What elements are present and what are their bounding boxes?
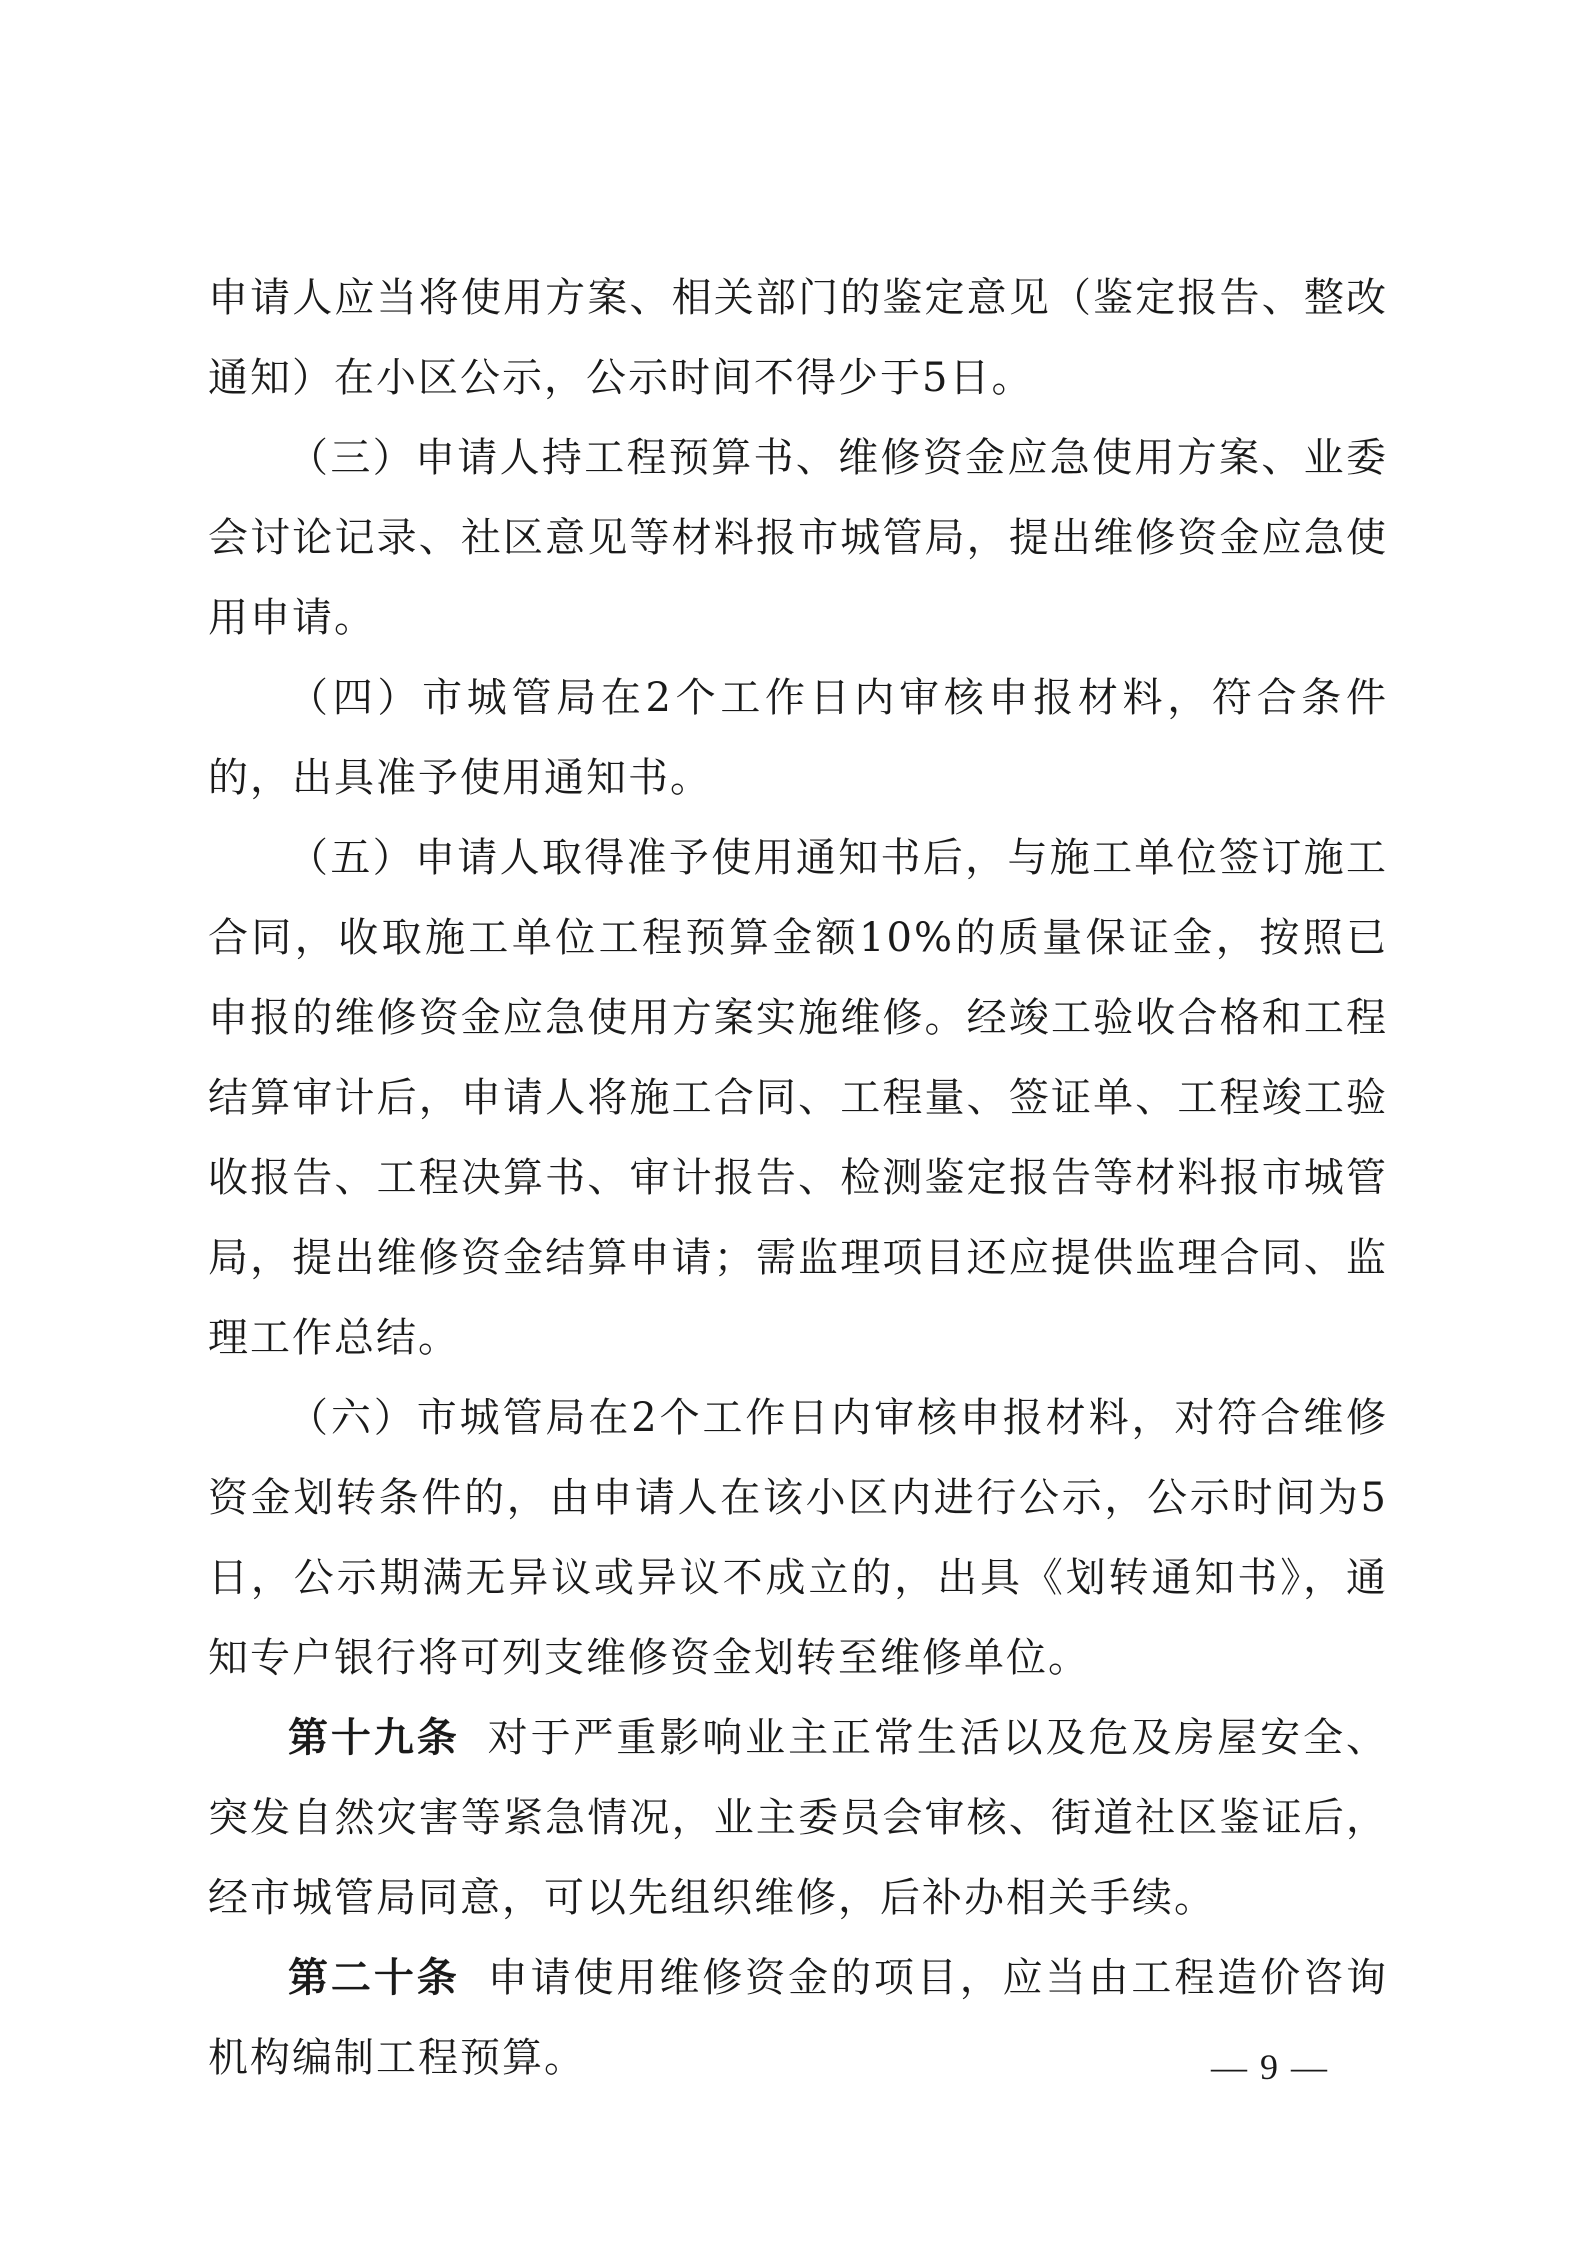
article-19: [208, 1698, 1388, 1938]
article-20-text: 申请使用维修资金的项目，应当由工程造价咨询机构编制工程预算。: [208, 1955, 1389, 2081]
article-19-text: 对于严重影响业主正常生活以及危及房屋安全、突发自然灾害等紧急情况，业主委员会审核、街道社区鉴证后，经市城管局同意，可以先组织维修，后补办相关手续。: [208, 1715, 1389, 1921]
page-number: — 9 —: [1211, 2047, 1329, 2087]
paragraph-item-6: （六）市城管局在2个工作日内审核申报材料，对符合维修资金划转条件的，由申请人在该小区内进行公示，公示时间为5日，公示期满无异议或异议不成立的，出具《划转通知书》，通知专户银行将可列支维修资金划转至维修单位。: [208, 1395, 1388, 1681]
paragraph-continuation: 申请人应当将使用方案、相关部门的鉴定意见（鉴定报告、整改通知）在小区公示，公示时间不得少于5日。: [208, 275, 1388, 401]
paragraph-item-3: （三）申请人持工程预算书、维修资金应急使用方案、业委会讨论记录、社区意见等材料报市城管局，提出维修资金应急使用申请。: [208, 435, 1388, 641]
paragraph-item-4: （四）市城管局在2个工作日内审核申报材料，符合条件的，出具准予使用通知书。: [208, 675, 1388, 801]
paragraph-item-5: （五）申请人取得准予使用通知书后，与施工单位签订施工合同，收取施工单位工程预算金额10%的质量保证金，按照已申报的维修资金应急使用方案实施维修。经竣工验收合格和工程结算审计后，申请人将施工合同、工程量、签证单、工程竣工验收报告、工程决算书、审计报告、检测鉴定报告等材料报市城管局，提出维修资金结算申请；需监理项目还应提供监理合同、监理工作总结。: [208, 835, 1388, 1361]
article-19-title: 第十九条: [288, 1714, 460, 1761]
document-body: [208, 258, 1388, 2098]
article-20-title: 第二十条: [288, 1954, 460, 2001]
